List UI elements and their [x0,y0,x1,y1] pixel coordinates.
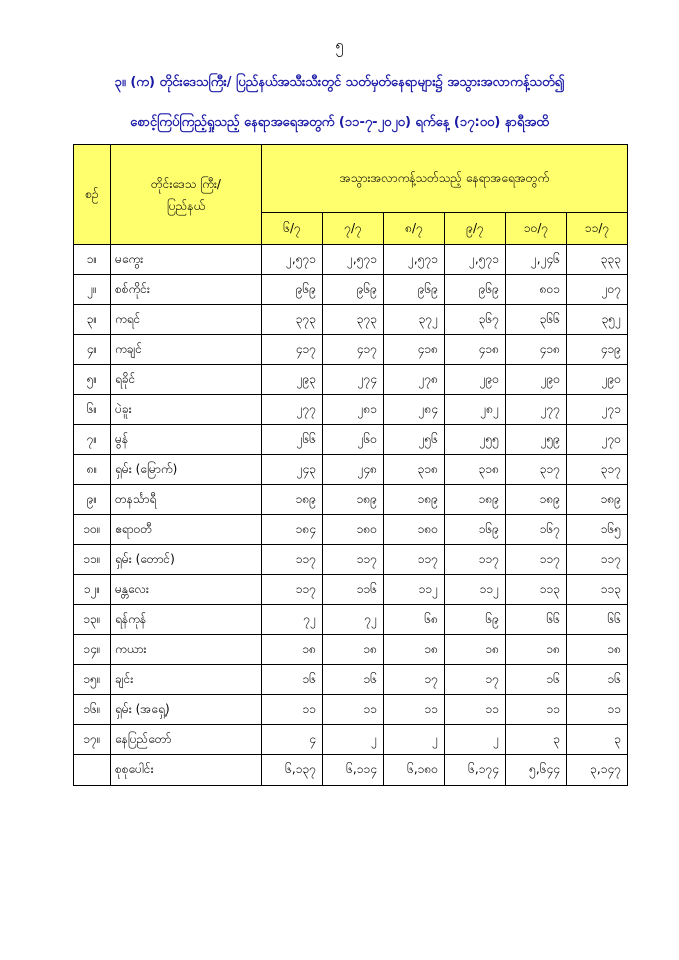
restricted-locations-table [73,144,628,786]
row-count-cell: ၁၁ [262,695,323,725]
total-count-cell: ၆,၁၁၄ [323,755,384,786]
row-serial-no: ၁၁။ [74,545,111,575]
page-number: ၅ [335,36,344,54]
row-region-name: ကချင် [111,335,262,365]
row-region-name: ရှမ်း (အရှေ့) [111,695,262,725]
row-count-cell: ၃၁၈ [445,455,506,485]
table-row [74,425,628,455]
row-region-name: ရှမ်း (တောင်) [111,545,262,575]
row-count-cell: ၃၇၂ [384,305,445,335]
row-count-cell: ၂၆၀ [323,425,384,455]
row-serial-no: ၇။ [74,425,111,455]
row-count-cell: ၁၆ [323,665,384,695]
row-serial-no: ၄။ [74,335,111,365]
row-serial-no: ၆။ [74,395,111,425]
row-count-cell: ၉၆၉ [262,275,323,305]
header-region [111,145,262,245]
row-count-cell: ၃၁၇ [506,455,567,485]
row-region-name: ရှမ်း (မြောက်) [111,455,262,485]
row-count-cell: ၉၆၉ [323,275,384,305]
row-count-cell: ၂၉၀ [506,365,567,395]
table-row [74,365,628,395]
row-count-cell: ၁၆ [262,665,323,695]
row-count-cell: ၁၈ [445,635,506,665]
header-date: ၆/၇ [262,213,323,245]
row-count-cell: ၁၈ [262,635,323,665]
table-row [74,395,628,425]
row-count-cell: ၂၇၈ [384,365,445,395]
row-count-cell: ၁၁၇ [506,545,567,575]
table-header [74,145,628,245]
row-count-cell: ၇၂ [262,605,323,635]
row-region-name: နေပြည်တော် [111,725,262,755]
row-serial-no: ၂။ [74,275,111,305]
row-count-cell: ၄ [262,725,323,755]
row-count-cell: ၂၈၁ [323,395,384,425]
row-count-cell: ၂၄၈ [323,455,384,485]
row-count-cell: ၁၈ [567,635,628,665]
row-count-cell: ၁၁၇ [262,545,323,575]
row-serial-no: ၁၂။ [74,575,111,605]
row-serial-no: ၃။ [74,305,111,335]
row-count-cell: ၃၆၆ [506,305,567,335]
total-count-cell: ၆,၁၈၀ [384,755,445,786]
table-row [74,305,628,335]
row-count-cell: ၂၈၂ [445,395,506,425]
header-serial-no: စဉ် [74,145,111,245]
row-count-cell: ၁၁၂ [384,575,445,605]
row-count-cell: ၃၁၈ [384,455,445,485]
row-count-cell: ၁၁၃ [506,575,567,605]
row-count-cell: ၆၆ [567,605,628,635]
row-count-cell: ၁၁၇ [323,545,384,575]
row-count-cell: ၁၁၇ [384,545,445,575]
row-count-cell: ၁၇ [384,665,445,695]
row-count-cell: ၄၁၈ [506,335,567,365]
row-serial-no: ၁၆။ [74,695,111,725]
row-count-cell: ၂၇၀ [567,425,628,455]
table-row [74,455,628,485]
row-count-cell: ၁၁၇ [445,545,506,575]
row-count-cell: ၁၈၉ [262,485,323,515]
row-region-name: ပဲခူး [111,395,262,425]
row-region-name: မန္တလေး [111,575,262,605]
row-count-cell: ၁၇ [445,665,506,695]
row-count-cell: ၂ [384,725,445,755]
header-date: ၇/၇ [323,213,384,245]
total-row-label: စုစုပေါင်း [111,755,262,786]
row-count-cell: ၂,၂၄၆ [506,245,567,275]
header-region-line-2: ပြည်နယ် [166,198,206,213]
row-count-cell: ၂၇၇ [506,395,567,425]
row-count-cell: ၆၈ [384,605,445,635]
row-region-name: ရခိုင် [111,365,262,395]
row-serial-no: ၅။ [74,365,111,395]
table-row [74,635,628,665]
table-title-line-2: စောင့်ကြပ်ကြည့်ရှုသည့် နေရာအရေအတွက် (၁၁-၇-၂၀၂၀) ရက်နေ့ (၁၇:၀၀) နာရီအထိ [130,115,549,130]
row-count-cell: ၂၈၄ [384,395,445,425]
row-count-cell: ၁၈၉ [506,485,567,515]
row-count-cell: ၁၆ [506,665,567,695]
row-count-cell: ၁၆ [567,665,628,695]
row-count-cell: ၁၈ [323,635,384,665]
header-date: ၈/၇ [384,213,445,245]
header-date: ၁၀/၇ [506,213,567,245]
row-region-name: တနင်္သာရီ [111,485,262,515]
total-count-cell: ၆,၁၃၇ [262,755,323,786]
row-count-cell: ၃၇၃ [262,305,323,335]
row-count-cell: ၂,၅၇၁ [445,245,506,275]
header-region-line-1: တိုင်းဒေသ ကြီး/ [151,176,221,191]
table-row [74,485,628,515]
row-count-cell: ၁၈၀ [323,515,384,545]
row-count-cell: ၁၈ [384,635,445,665]
row-count-cell: ၄၁၉ [567,335,628,365]
row-region-name: ကရင် [111,305,262,335]
row-count-cell: ၁၈၉ [567,485,628,515]
total-row [74,755,628,786]
row-count-cell: ၁၁၇ [262,575,323,605]
row-count-cell: ၁၁၃ [567,575,628,605]
row-serial-no: ၉။ [74,485,111,515]
row-count-cell: ၆၆ [506,605,567,635]
row-count-cell: ၂၅၆ [384,425,445,455]
row-count-cell: ၁၁ [323,695,384,725]
row-count-cell: ၃၃၃ [567,245,628,275]
row-count-cell: ၆၉ [445,605,506,635]
row-count-cell: ၂၇၁ [567,395,628,425]
total-row-serial-empty [74,755,111,786]
row-count-cell: ၄၁၈ [445,335,506,365]
row-count-cell: ၁၆၅ [567,515,628,545]
row-serial-no: ၈။ [74,455,111,485]
row-serial-no: ၁၇။ [74,725,111,755]
row-serial-no: ၁။ [74,245,111,275]
row-count-cell: ၉၆၉ [445,275,506,305]
table-body [74,245,628,786]
row-region-name: ကယား [111,635,262,665]
table-row [74,335,628,365]
row-count-cell: ၉၆၉ [384,275,445,305]
row-serial-no: ၁၅။ [74,665,111,695]
row-count-cell: ၁၁၂ [445,575,506,605]
row-count-cell: ၁၁ [384,695,445,725]
row-count-cell: ၂၉၀ [567,365,628,395]
table-row [74,515,628,545]
row-serial-no: ၁၀။ [74,515,111,545]
table-row [74,245,628,275]
row-count-cell: ၁၈၉ [323,485,384,515]
table-row [74,725,628,755]
row-count-cell: ၂၇၄ [323,365,384,395]
row-count-cell: ၂,၅၇၁ [384,245,445,275]
table-row [74,605,628,635]
header-date: ၁၁/၇ [567,213,628,245]
row-count-cell: ၃၁၇ [567,455,628,485]
row-count-cell: ၂၅၅ [445,425,506,455]
row-count-cell: ၁၈ [506,635,567,665]
row-count-cell: ၁၈၀ [384,515,445,545]
row-count-cell: ၂,၅၇၁ [323,245,384,275]
row-count-cell: ၄၁၈ [384,335,445,365]
row-serial-no: ၁၄။ [74,635,111,665]
row-count-cell: ၃၇၃ [323,305,384,335]
table-row [74,275,628,305]
row-count-cell: ၁၁ [506,695,567,725]
row-region-name: မွန် [111,425,262,455]
row-count-cell: ၂,၅၇၁ [262,245,323,275]
row-count-cell: ၁၈၄ [262,515,323,545]
header-location-count-group: အသွားအလာကန့်သတ်သည့် နေရာအရေအတွက် [262,145,628,213]
row-count-cell: ၃၅၂ [567,305,628,335]
row-region-name: ရန်ကုန် [111,605,262,635]
row-count-cell: ၈၀၁ [506,275,567,305]
total-count-cell: ၅,၆၄၄ [506,755,567,786]
total-count-cell: ၃,၁၄၇ [567,755,628,786]
row-count-cell: ၂ [323,725,384,755]
row-count-cell: ၃၆၇ [445,305,506,335]
row-count-cell: ၄၁၇ [262,335,323,365]
total-count-cell: ၆,၁၇၄ [445,755,506,786]
row-count-cell: ၂၄၃ [262,455,323,485]
row-region-name: စစ်ကိုင်း [111,275,262,305]
row-count-cell: ၁၆၉ [445,515,506,545]
row-count-cell: ၁၈၉ [384,485,445,515]
row-count-cell: ၁၁ [445,695,506,725]
row-count-cell: ၂၇၇ [262,395,323,425]
row-count-cell: ၄၁၇ [323,335,384,365]
table-title-line-1: ၃။ (က) တိုင်းဒေသကြီး/ ပြည်နယ်အသီးသီးတွင် သတ်မှတ်နေရာများ၌ အသွားအလာကန့်သတ်၍ [114,75,565,90]
row-region-name: မကွေး [111,245,262,275]
header-date: ၉/၇ [445,213,506,245]
row-count-cell: ၃ [506,725,567,755]
table-row [74,545,628,575]
row-count-cell: ၂၉၀ [445,365,506,395]
row-count-cell: ၁၆၇ [506,515,567,545]
row-serial-no: ၁၃။ [74,605,111,635]
row-count-cell: ၂၀၇ [567,275,628,305]
row-count-cell: ၁၁ [567,695,628,725]
table-row [74,575,628,605]
row-count-cell: ၂ [445,725,506,755]
row-count-cell: ၃ [567,725,628,755]
table-row [74,695,628,725]
row-count-cell: ၂၅၉ [506,425,567,455]
table-row [74,665,628,695]
row-count-cell: ၁၁၆ [323,575,384,605]
row-region-name: ဧရာဝတီ [111,515,262,545]
row-count-cell: ၂၉၃ [262,365,323,395]
row-count-cell: ၁၈၉ [445,485,506,515]
row-count-cell: ၁၁၇ [567,545,628,575]
row-region-name: ချင်း [111,665,262,695]
row-count-cell: ၂၆၆ [262,425,323,455]
row-count-cell: ၇၂ [323,605,384,635]
